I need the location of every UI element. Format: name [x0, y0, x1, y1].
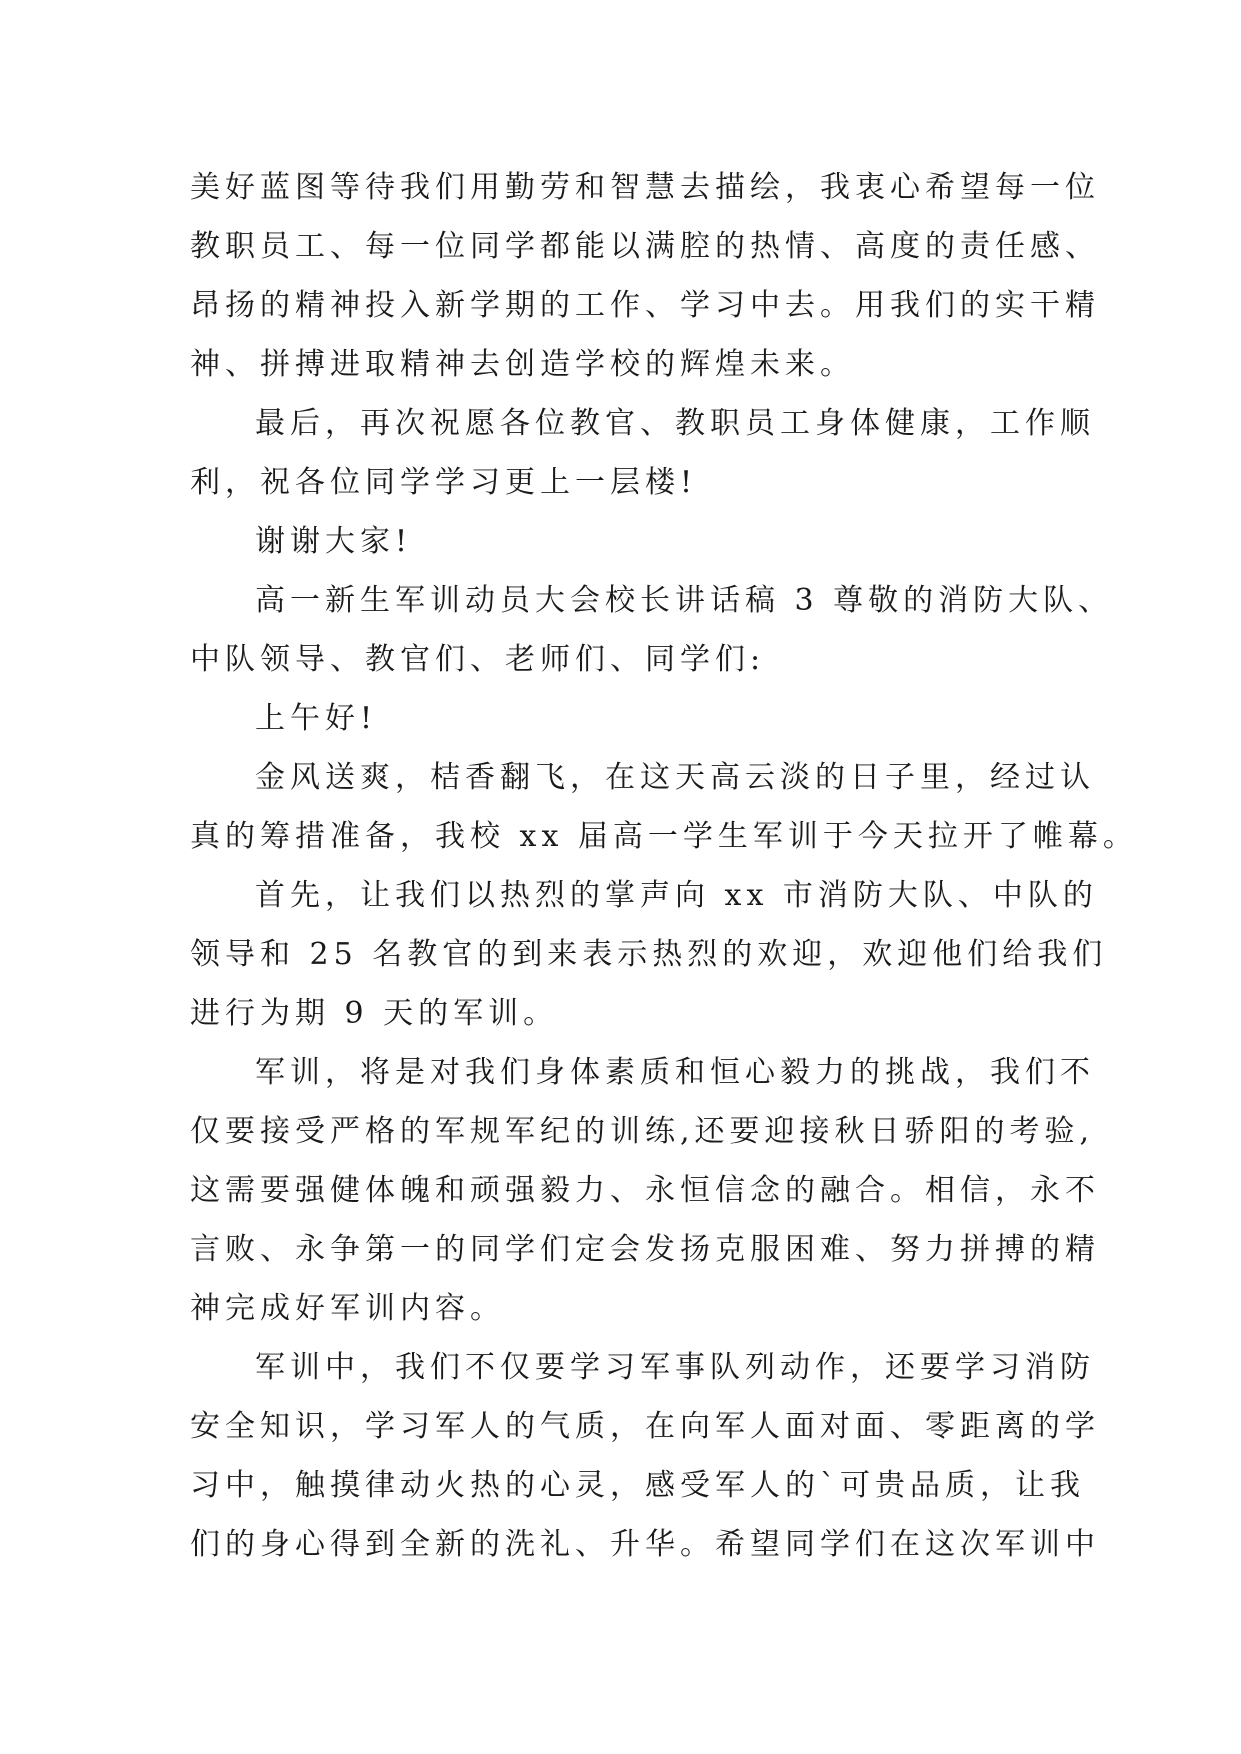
text-line: 高一新生军训动员大会校长讲话稿 3 尊敬的消防大队、	[255, 583, 1114, 618]
text-line: 中队领导、教官们、老师们、同学们:	[190, 642, 766, 677]
text-line: 金风送爽，桔香翻飞，在这天高云淡的日子里，经过认	[255, 760, 1095, 795]
text-line: 言败、永争第一的同学们定会发扬克服困难、努力拼搏的精	[190, 1232, 1100, 1267]
text-line: 们的身心得到全新的洗礼、升华。希望同学们在这次军训中	[190, 1527, 1100, 1562]
text-line: 进行为期 9 天的军训。	[190, 996, 559, 1031]
text-line: 安全知识，学习军人的气质，在向军人面对面、零距离的学	[190, 1409, 1100, 1444]
text-line: 领导和 25 名教官的到来表示热烈的欢迎，欢迎他们给我们	[190, 937, 1108, 972]
text-line: 教职员工、每一位同学都能以满腔的热情、高度的责任感、	[190, 229, 1100, 264]
text-line: 最后，再次祝愿各位教官、教职员工身体健康，工作顺	[255, 406, 1095, 441]
document-body	[190, 158, 1138, 1574]
text-line: 军训中，我们不仅要学习军事队列动作，还要学习消防	[255, 1350, 1095, 1385]
text-line: 美好蓝图等待我们用勤劳和智慧去描绘，我衷心希望每一位	[190, 170, 1100, 205]
text-line: 习中，触摸律动火热的心灵，感受军人的`可贵品质，让我	[190, 1468, 1085, 1503]
text-line: 这需要强健体魄和顽强毅力、永恒信念的融合。相信，永不	[190, 1173, 1100, 1208]
text-line: 谢谢大家!	[255, 524, 413, 559]
text-line: 首先，让我们以热烈的掌声向 xx 市消防大队、中队的	[255, 878, 1098, 913]
text-line: 神、拼搏进取精神去创造学校的辉煌未来。	[190, 347, 855, 382]
text-line: 神完成好军训内容。	[190, 1291, 505, 1326]
text-line: 仅要接受严格的军规军纪的训练,还要迎接秋日骄阳的考验,	[190, 1114, 1095, 1149]
text-line: 昂扬的精神投入新学期的工作、学习中去。用我们的实干精	[190, 288, 1100, 323]
text-line: 利，祝各位同学学习更上一层楼!	[190, 465, 698, 500]
text-line: 真的筹措准备，我校 xx 届高一学生军训于今天拉开了帷幕。	[190, 819, 1138, 854]
text-line: 上午好!	[255, 701, 378, 736]
text-line: 军训，将是对我们身体素质和恒心毅力的挑战，我们不	[255, 1055, 1095, 1090]
